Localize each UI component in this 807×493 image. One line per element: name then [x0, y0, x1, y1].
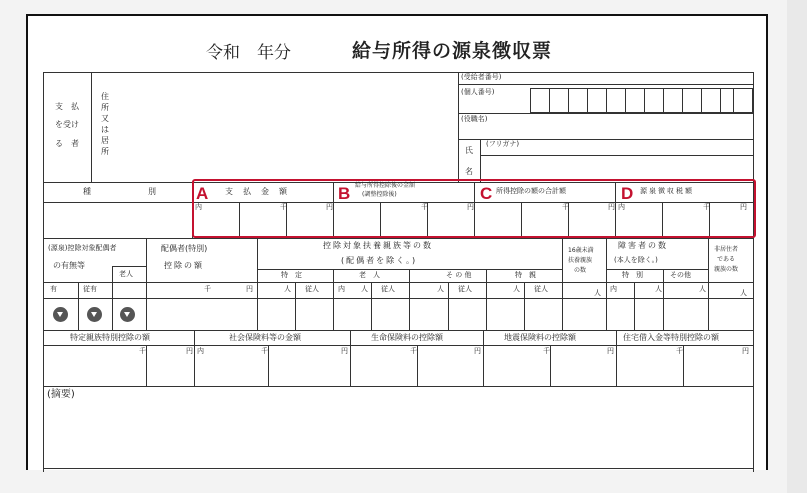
under16-person: 人 — [594, 289, 601, 297]
grid-line — [663, 269, 664, 330]
address-label-4: は — [101, 125, 109, 134]
specific-relative-yen: 円 — [186, 347, 193, 355]
grid-line — [43, 345, 753, 346]
digit-box[interactable] — [644, 88, 664, 113]
social-insurance-header: 社会保険料等の金額 — [229, 333, 301, 342]
grid-line — [606, 238, 607, 330]
old-sub-person: 従人 — [381, 285, 395, 293]
title-main: 給与所得の源泉徴収票 — [352, 40, 553, 62]
address-label-5: 居 — [101, 136, 109, 145]
spouse-subordinate-dropdown-icon[interactable] — [87, 307, 102, 322]
housing-loan-yen: 円 — [742, 347, 749, 355]
life-insurance-header: 生命保険料の控除額 — [371, 333, 443, 342]
spouse-have-dropdown-icon[interactable] — [53, 307, 68, 322]
post-deduction-header-2: (調整控除後) — [362, 191, 397, 198]
grid-line — [634, 282, 635, 330]
old-label: 老 人 — [359, 271, 380, 279]
special-dependent-label: 特 親 — [515, 271, 536, 279]
grid-line — [43, 238, 753, 239]
grid-line — [458, 84, 753, 85]
grid-line — [483, 330, 484, 386]
housing-loan-header: 住宅借入金等特別控除の額 — [623, 333, 719, 342]
grid-line — [112, 266, 113, 330]
individual-number-label: (個人番号) — [461, 88, 495, 96]
grid-line — [448, 282, 449, 330]
social-insurance-uchi: 内 — [197, 347, 204, 355]
nonresident-label-2: である — [717, 256, 736, 263]
specific-relative-thousand: 千 — [139, 347, 146, 355]
grid-line — [486, 269, 487, 330]
payee-label-2: を受け — [55, 120, 79, 129]
spouse-existence-label-1: (源泉)控除対象配偶者 — [48, 244, 117, 252]
grid-line — [43, 72, 753, 73]
remarks-label: (摘要) — [47, 389, 75, 400]
grid-line — [480, 155, 753, 156]
grid-line — [683, 345, 684, 386]
grid-line — [295, 282, 296, 330]
digit-box[interactable] — [663, 88, 683, 113]
social-insurance-thousand: 千 — [261, 347, 268, 355]
withholding-tax-header: 源泉徴収税額 — [640, 187, 694, 195]
grid-line — [480, 139, 481, 182]
name-label-1: 氏 — [465, 146, 473, 155]
grid-line — [458, 113, 753, 114]
disabled-uchi: 内 — [610, 285, 617, 293]
grid-line — [194, 330, 195, 386]
elderly-label: 老人 — [119, 270, 133, 278]
digit-box[interactable] — [530, 88, 550, 113]
post-deduction-header-1: 給与所得控除後の金額 — [355, 182, 416, 189]
grid-line — [458, 72, 459, 182]
amount-d-yen: 円 — [740, 203, 747, 211]
disabled-other-label: その他 — [670, 271, 691, 279]
nonresident-label-1: 非居住者 — [714, 246, 739, 253]
specific-label: 特 定 — [281, 271, 302, 279]
specific-relative-deduction-header: 特定親族特別控除の額 — [70, 333, 150, 342]
name-label-2: 名 — [465, 167, 473, 176]
disabled-special-label: 特 別 — [622, 271, 643, 279]
amount-a-uchi: 内 — [195, 203, 202, 211]
grid-line — [524, 282, 525, 330]
highlighted-amount-region — [192, 179, 756, 238]
elderly-dropdown-icon[interactable] — [120, 307, 135, 322]
housing-loan-thousand: 千 — [676, 347, 683, 355]
other-label: そ の 他 — [446, 271, 472, 279]
address-label-6: 所 — [101, 147, 109, 156]
digit-box[interactable] — [733, 88, 753, 113]
address-label-2: 所 — [101, 103, 109, 112]
amount-c-thousand: 千 — [562, 203, 569, 211]
grid-line — [333, 269, 334, 330]
grid-line — [43, 386, 753, 387]
kind-label: 種 — [83, 187, 91, 196]
special-spouse-yen: 円 — [246, 285, 253, 293]
nonresident-person: 人 — [740, 289, 747, 297]
grid-line — [43, 330, 753, 331]
withholding-slip-form — [26, 14, 768, 470]
other-person: 人 — [437, 285, 444, 293]
recipient-number-label: (受給者番号) — [461, 73, 502, 81]
disabled-other-person: 人 — [699, 285, 706, 293]
other-sub-person: 従人 — [458, 285, 472, 293]
highlight-label-c: C — [480, 184, 493, 203]
digit-box[interactable] — [682, 88, 702, 113]
grid-line — [550, 345, 551, 386]
life-insurance-yen: 円 — [474, 347, 481, 355]
scrollbar-track — [787, 0, 807, 493]
furigana-label: (フリガナ) — [486, 140, 520, 148]
special-spouse-label-2: 控除の額 — [164, 261, 204, 270]
life-insurance-thousand: 千 — [410, 347, 417, 355]
grid-line — [43, 72, 44, 472]
grid-line — [43, 468, 753, 469]
amount-a-yen: 円 — [326, 203, 333, 211]
digit-box[interactable] — [587, 88, 607, 113]
grid-line — [616, 330, 617, 386]
grid-line — [417, 345, 418, 386]
special-sub-person: 従人 — [534, 285, 548, 293]
grid-line — [350, 330, 351, 386]
title-era: 令和 年分 — [206, 43, 291, 63]
specific-sub-person: 従人 — [305, 285, 319, 293]
grid-line — [606, 269, 708, 270]
grid-line — [43, 298, 753, 299]
highlight-label-d: D — [621, 184, 634, 203]
amount-d-thousand: 千 — [703, 203, 710, 211]
grid-line — [562, 238, 563, 330]
amount-b-yen: 円 — [467, 203, 474, 211]
grid-line — [146, 238, 147, 330]
payee-label-3: る 者 — [55, 139, 79, 148]
amount-c-yen: 円 — [608, 203, 615, 211]
digit-box[interactable] — [606, 88, 626, 113]
grid-line — [409, 269, 410, 330]
deduction-total-header: 所得控除の額の合計額 — [496, 187, 566, 195]
special-person: 人 — [513, 285, 520, 293]
disabled-special-person: 人 — [655, 285, 662, 293]
grid-line — [112, 266, 146, 267]
address-label-1: 住 — [101, 92, 109, 101]
grid-line — [43, 282, 753, 283]
grid-line — [753, 72, 754, 472]
dependents-label-2: (配偶者を除く。) — [341, 256, 418, 265]
disabled-label-1: 障害者の数 — [618, 241, 668, 250]
dependents-label-1: 控除対象扶養親族等の数 — [323, 241, 433, 250]
social-insurance-yen: 円 — [341, 347, 348, 355]
payee-label-1: 支 払 — [55, 102, 79, 111]
amount-b-thousand: 千 — [421, 203, 428, 211]
earthquake-insurance-yen: 円 — [607, 347, 614, 355]
under16-label-2: 扶養親族 — [568, 257, 593, 264]
grid-line — [268, 345, 269, 386]
old-uchi: 内 — [338, 285, 345, 293]
grid-line — [371, 282, 372, 330]
grid-line — [91, 72, 92, 182]
have-label: 有 — [50, 285, 57, 293]
digit-box[interactable] — [625, 88, 645, 113]
amount-d-uchi: 内 — [618, 203, 625, 211]
address-label-3: 又 — [101, 114, 109, 123]
grid-line — [257, 238, 258, 330]
amount-a-thousand: 千 — [280, 203, 287, 211]
nonresident-label-3: 親族の数 — [714, 266, 739, 273]
position-label: (役職名) — [461, 115, 488, 123]
kind-label-2: 別 — [148, 187, 156, 196]
highlight-label-b: B — [338, 184, 351, 203]
highlight-label-a: A — [196, 184, 209, 203]
specific-person: 人 — [284, 285, 291, 293]
old-person: 人 — [361, 285, 368, 293]
digit-box[interactable] — [568, 88, 588, 113]
special-spouse-label-1: 配偶者(特別) — [161, 244, 208, 253]
earthquake-insurance-thousand: 千 — [543, 347, 550, 355]
digit-box[interactable] — [701, 88, 721, 113]
subordinate-have-label: 従有 — [83, 285, 97, 293]
earthquake-insurance-header: 地震保険料の控除額 — [504, 333, 576, 342]
under16-label-1: 16歳未満 — [568, 247, 594, 254]
digit-box[interactable] — [549, 88, 569, 113]
grid-line — [146, 345, 147, 386]
disabled-label-2: (本人を除く。) — [614, 256, 658, 264]
grid-line — [708, 238, 709, 330]
payment-amount-header: 支 払 金 額 — [225, 187, 288, 196]
grid-line — [78, 282, 79, 330]
under16-label-3: の数 — [574, 267, 587, 274]
special-spouse-thousand: 千 — [204, 285, 211, 293]
spouse-existence-label-2: の有無等 — [53, 261, 85, 270]
